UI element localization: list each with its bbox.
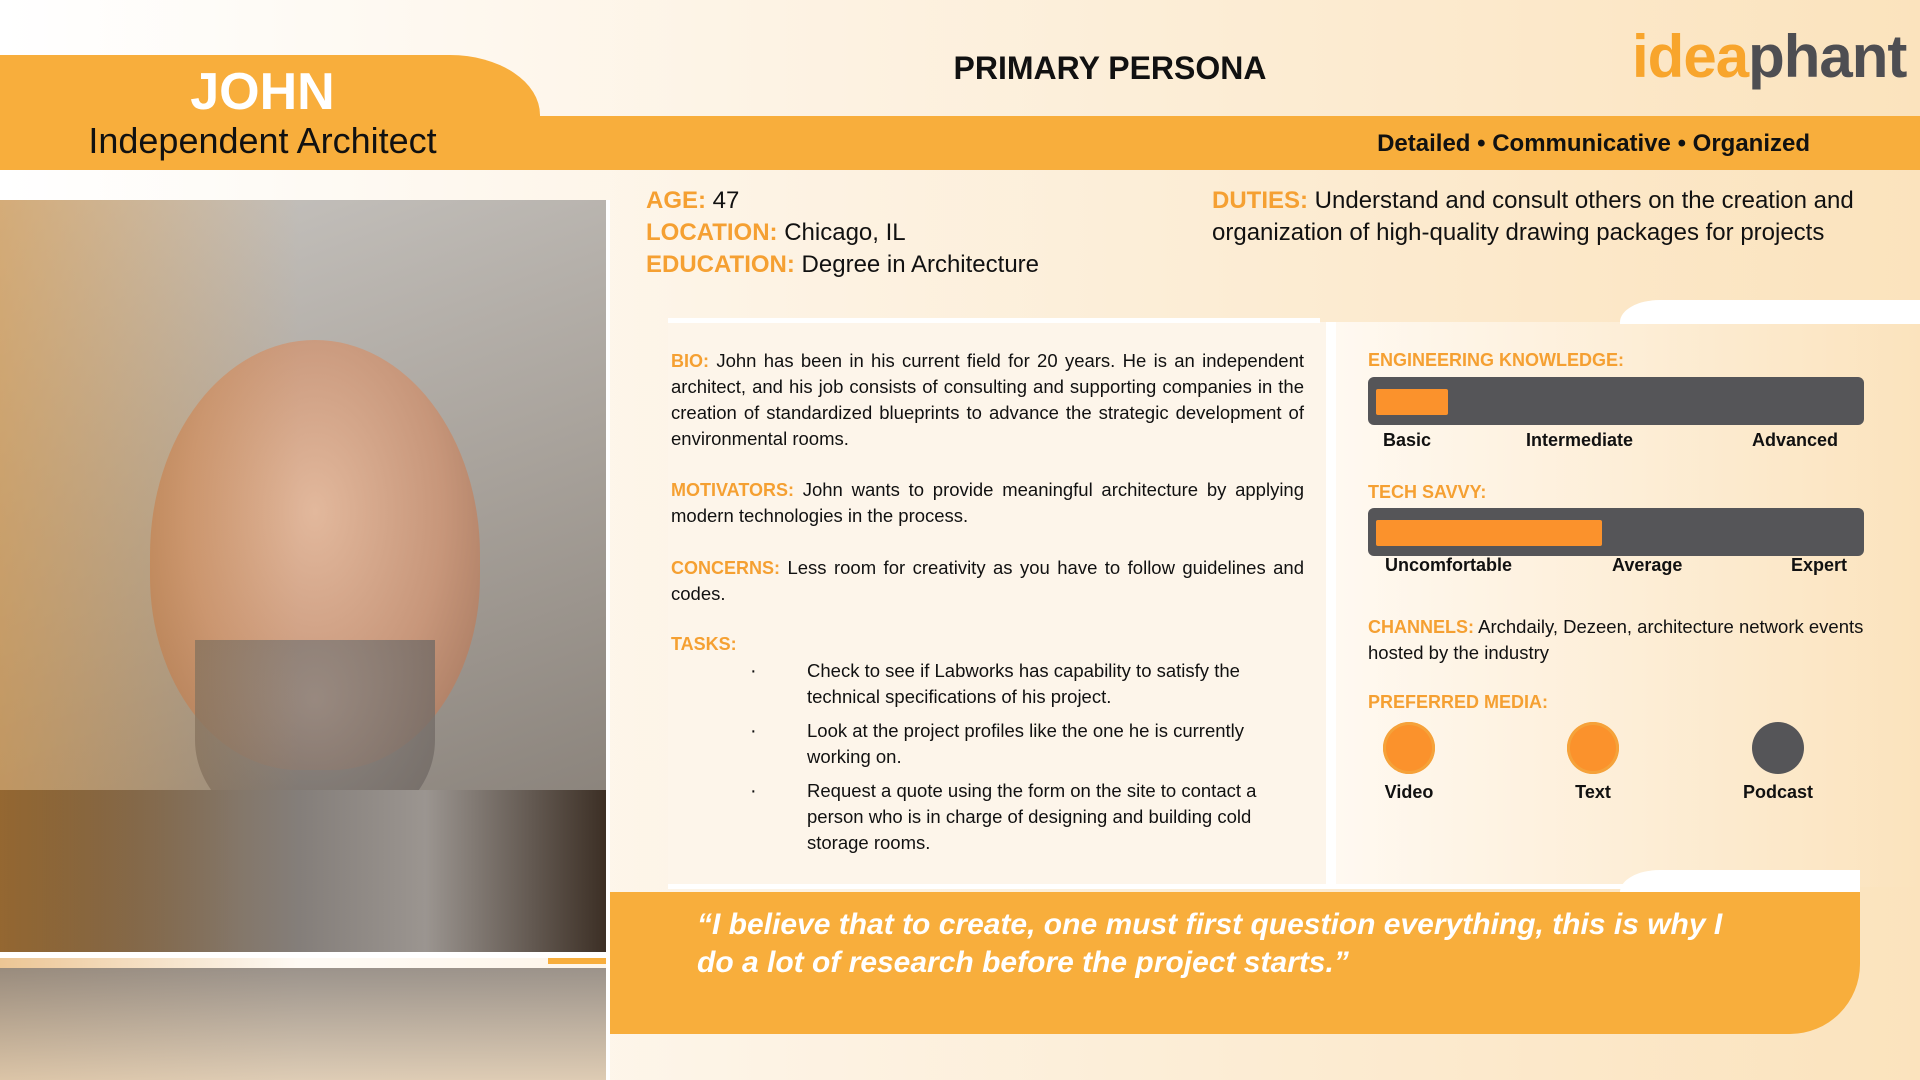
motivators-label: MOTIVATORS: bbox=[671, 480, 794, 500]
education-field bbox=[646, 249, 1039, 281]
age-value: 47 bbox=[712, 187, 740, 214]
education-value: Degree in Architecture bbox=[801, 251, 1040, 278]
tech-savvy-bar bbox=[1368, 508, 1864, 556]
tick-advanced: Advanced bbox=[1752, 430, 1839, 450]
engineering-knowledge-fill bbox=[1376, 389, 1448, 415]
tick-average: Average bbox=[1612, 555, 1683, 575]
task-text: Check to see if Labworks has capability to satisfy the technical specifications of his project. bbox=[807, 660, 1240, 707]
task-text: Request a quote using the form on the site to contact a person who is in charge of designing and building cold storage rooms. bbox=[807, 780, 1257, 853]
photo-orange-overlay bbox=[0, 200, 300, 1080]
persona-quote: “I believe that to create, one must first question everything, this is why I do a lot of research before the project starts.” bbox=[697, 908, 1723, 979]
media-text-label: Text bbox=[1575, 782, 1611, 802]
tasks-list bbox=[740, 658, 1300, 864]
persona-role: Independent Architect bbox=[88, 120, 437, 161]
tick-basic: Basic bbox=[1383, 430, 1432, 450]
persona-name: JOHN bbox=[190, 63, 335, 121]
duties-value: Understand and consult others on the creation and organization of high-quality drawing packages for projects bbox=[1212, 187, 1854, 246]
photo-reflection bbox=[0, 968, 608, 1080]
persona-traits: Detailed • Communicative • Organized bbox=[1377, 130, 1810, 157]
tick-intermediate: Intermediate bbox=[1526, 430, 1634, 450]
list-item bbox=[740, 778, 1300, 856]
age-field bbox=[646, 185, 739, 217]
bio-label: BIO: bbox=[671, 351, 709, 371]
logo-text-idea: idea bbox=[1632, 23, 1749, 90]
panel-bottom-line bbox=[668, 884, 1668, 889]
preferred-media-label: PREFERRED MEDIA: bbox=[1368, 692, 1549, 712]
bullet-icon: · bbox=[750, 780, 757, 802]
panel-top-line bbox=[668, 318, 1320, 323]
media-podcast-label: Podcast bbox=[1742, 782, 1814, 802]
media-video-label: Video bbox=[1384, 782, 1434, 802]
photo-accent-line bbox=[548, 958, 608, 964]
motivators-section bbox=[671, 477, 1304, 529]
engineering-knowledge-bar bbox=[1368, 377, 1864, 425]
page-title: PRIMARY PERSONA bbox=[953, 50, 1267, 86]
bio-text: John has been in his current field for 20 years. He is an independent architect, and his job consists of consulting and supporting companies in the creation of standardized blueprints to advance the strategic development of environmental rooms. bbox=[671, 350, 1304, 449]
panel-top-tab bbox=[1620, 300, 1920, 324]
duties-field bbox=[1212, 185, 1872, 249]
list-item bbox=[740, 658, 1300, 710]
concerns-text: Less room for creativity as you have to follow guidelines and codes. bbox=[671, 557, 1304, 604]
bio-section bbox=[671, 348, 1304, 452]
list-item bbox=[740, 718, 1300, 770]
tech-savvy-fill bbox=[1376, 520, 1602, 546]
channels-section bbox=[1368, 614, 1893, 666]
tasks-label: TASKS: bbox=[671, 634, 737, 654]
bullet-icon: · bbox=[750, 720, 757, 742]
concerns-section bbox=[671, 555, 1304, 607]
location-label: LOCATION: bbox=[646, 219, 778, 246]
logo-text-phant: phant bbox=[1748, 23, 1907, 90]
channels-label: CHANNELS: bbox=[1368, 617, 1474, 637]
motivators-text: John wants to provide meaningful architecture by applying modern technologies in the process. bbox=[671, 479, 1305, 526]
tick-expert: Expert bbox=[1791, 555, 1848, 575]
education-label: EDUCATION: bbox=[646, 251, 795, 278]
task-text: Look at the project profiles like the one he is currently working on. bbox=[807, 720, 1245, 767]
video-indicator bbox=[1383, 722, 1435, 774]
ideaphant-logo bbox=[1632, 22, 1906, 91]
location-value: Chicago, IL bbox=[784, 219, 906, 246]
age-label: AGE: bbox=[646, 187, 706, 214]
bullet-icon: · bbox=[750, 660, 757, 682]
location-field bbox=[646, 217, 906, 249]
podcast-indicator bbox=[1752, 722, 1804, 774]
concerns-label: CONCERNS: bbox=[671, 558, 781, 578]
engineering-knowledge-label: ENGINEERING KNOWLEDGE: bbox=[1368, 350, 1625, 370]
panel-divider bbox=[1326, 322, 1336, 887]
duties-label: DUTIES: bbox=[1212, 187, 1308, 214]
text-indicator bbox=[1567, 722, 1619, 774]
tick-uncomfortable: Uncomfortable bbox=[1385, 555, 1513, 575]
photo-divider-line bbox=[0, 952, 608, 958]
tech-savvy-label: TECH SAVVY: bbox=[1368, 482, 1487, 502]
channels-text: Archdaily, Dezeen, architecture network events hosted by the industry bbox=[1368, 616, 1864, 663]
